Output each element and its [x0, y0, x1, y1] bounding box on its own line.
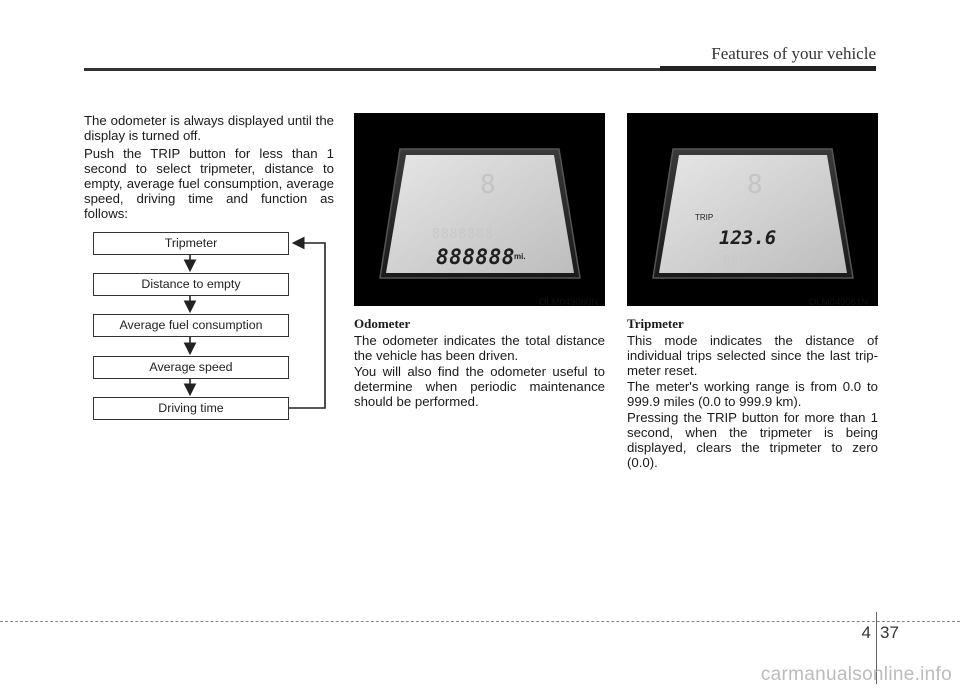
odometer-image-code: OLM049060N: [539, 297, 599, 308]
footer-rule: [0, 621, 960, 622]
odometer-readout: 888888: [436, 245, 515, 269]
section-title: Features of your vehicle: [711, 44, 876, 63]
tripmeter-readout: 123.6: [719, 227, 777, 249]
tripmeter-paragraph-1: This mode indicates the distance of individual trips selected since the last trip-meter reset.: [627, 333, 878, 378]
tripmeter-paragraph-2: The meter's working range is from 0.0 to 999.9 miles (0.0 to 999.9 km).: [627, 379, 878, 409]
return-loop-arrow: [289, 243, 325, 408]
flow-box-average-fuel: Average fuel consumption: [93, 314, 289, 337]
odometer-display-image: [354, 113, 605, 306]
chapter-number: 4: [861, 623, 871, 642]
odometer-paragraph-1: The odometer indicates the total distance the vehicle has been driven.: [354, 333, 605, 363]
tripmeter-display-image: [627, 113, 878, 306]
flow-box-tripmeter: Tripmeter: [93, 232, 289, 255]
tripmeter-image-code: OLM049061N: [809, 297, 869, 308]
flow-box-average-speed: Average speed: [93, 356, 289, 379]
flow-box-distance-to-empty: Distance to empty: [93, 273, 289, 296]
svg-text:88888: 88888: [723, 254, 763, 269]
svg-text:8888888: 8888888: [432, 227, 494, 242]
odometer-unit: mi.: [514, 252, 526, 261]
page-number: 37: [880, 623, 899, 642]
flow-box-driving-time: Driving time: [93, 397, 289, 420]
watermark: carmanualsonline.info: [760, 664, 952, 685]
odometer-paragraph-2: You will also find the odometer useful to determine when periodic maintenance should be performed.: [354, 364, 605, 409]
tripmeter-paragraph-3: Pressing the TRIP button for more than 1 second, when the tripmeter is being displayed, clears the tripmeter to zero (0.0).: [627, 410, 878, 470]
svg-text:8: 8: [747, 170, 763, 200]
intro-paragraph-2: Push the TRIP button for less than 1 second to select tripmeter, distance to empty, average fuel consumption, average speed, driving time and function as follows:: [84, 146, 334, 221]
header-rule-accent: [660, 66, 876, 71]
svg-text:8: 8: [480, 170, 496, 200]
odometer-heading: Odometer: [354, 316, 411, 331]
trip-label: TRIP: [695, 213, 714, 222]
intro-paragraph-1: The odometer is always displayed until the display is turned off.: [84, 113, 334, 143]
tripmeter-heading: Tripmeter: [627, 316, 684, 331]
